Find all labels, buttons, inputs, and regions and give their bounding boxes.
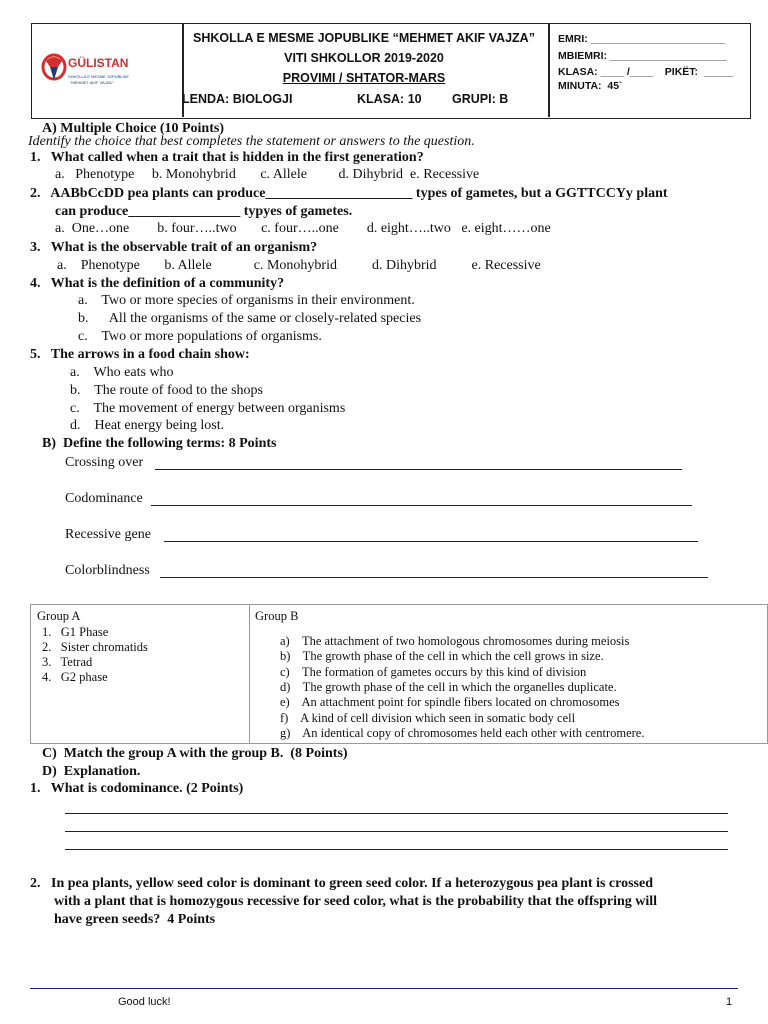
term-label: Codominance	[65, 491, 143, 506]
section-a-instruction: Identify the choice that best completes the statement or answers to the question.	[28, 134, 475, 149]
question-5-option-c: c. The movement of energy between organisms	[70, 401, 346, 416]
term-answer-line[interactable]	[160, 576, 708, 578]
explanation-question-2-line3: have green seeds? 4 Points	[54, 912, 216, 927]
group-b-item: d) The growth phase of the cell in which the organelles duplicate.	[280, 680, 617, 694]
term-label: Crossing over	[65, 455, 144, 470]
question-5: 5. The arrows in a food chain show:	[30, 347, 250, 362]
footer-rule	[30, 988, 738, 989]
school-year: VITI SHKOLLOR 2019-2020	[284, 51, 444, 65]
section-d-title: D) Explanation.	[42, 764, 141, 779]
group-b-item: c) The formation of gametes occurs by this kind of division	[280, 665, 587, 679]
explanation-question-1: 1. What is codominance. (2 Points)	[30, 781, 244, 796]
question-1: 1. What called when a trait that is hidden in the first generation?	[30, 150, 424, 165]
question-1-options: a. Phenotype b. Monohybrid c. Allele d. Dihybrid e. Recessive	[55, 167, 480, 182]
group-b-item: g) An identical copy of chromosomes held each other with centromere.	[280, 726, 645, 740]
question-3: 3. What is the observable trait of an organism?	[30, 240, 318, 255]
term-label: Colorblindness	[65, 563, 150, 578]
svg-text:GÜLISTAN: GÜLISTAN	[68, 56, 129, 70]
svg-text:"MEHMET AKIF VAJZA": "MEHMET AKIF VAJZA"	[70, 80, 114, 85]
question-4-option-b: b. All the organisms of the same or closely-related species	[78, 311, 422, 326]
class-label: KLASA: 10	[357, 92, 422, 106]
group-a-item: 3. Tetrad	[42, 655, 93, 669]
question-2-options: a. One…one b. four…..two c. four…..one d. eight…..two e. eight……one	[55, 221, 551, 236]
question-3-options: a. Phenotype b. Allele c. Monohybrid d. Dihybrid e. Recessive	[57, 258, 541, 273]
school-logo	[40, 47, 129, 99]
group-a-item: 1. G1 Phase	[42, 625, 109, 639]
explanation-question-2-line2: with a plant that is homozygous recessive for seed color, what is the probability that the offspring will	[54, 894, 658, 909]
group-a-item: 4. G2 phase	[42, 670, 108, 684]
term-answer-line[interactable]	[151, 504, 692, 506]
svg-text:SHKOLLA E MESME JOPUBLIKE: SHKOLLA E MESME JOPUBLIKE	[68, 74, 129, 79]
question-2-line1: 2. AABbCcDD pea plants can produce_____________________ types of gametes, but a GGTTCCYy plant	[30, 186, 668, 201]
explanation-question-2-line1: 2. In pea plants, yellow seed color is dominant to green seed color. If a heterozygous pea plant is crossed	[30, 876, 654, 891]
footer-text: Good luck!	[118, 996, 171, 1008]
term-answer-line[interactable]	[155, 468, 682, 470]
group-a-title: Group A	[37, 609, 81, 623]
group-a-item: 2. Sister chromatids	[42, 640, 148, 654]
group-b-item: a) The attachment of two homologous chromosomes during meiosis	[280, 634, 630, 648]
section-a-title: A) Multiple Choice (10 Points)	[42, 121, 224, 136]
name-field[interactable]: EMRI: _______________________	[558, 33, 725, 45]
question-5-option-b: b. The route of food to the shops	[70, 383, 263, 398]
term-answer-line[interactable]	[164, 540, 698, 542]
minutes-label: MINUTA: 45`	[558, 80, 623, 92]
school-name: SHKOLLA E MESME JOPUBLIKE “MEHMET AKIF VAJZA”	[193, 31, 535, 45]
header-divider	[548, 24, 550, 117]
subject-label: LENDA: BIOLOGJI	[182, 92, 293, 106]
class-score-field[interactable]: KLASA: ____ /____ PIKËT: _____	[558, 66, 734, 78]
question-5-option-a: a. Who eats who	[70, 365, 174, 380]
surname-field[interactable]: MBIEMRI: ____________________	[558, 50, 727, 62]
answer-line[interactable]	[65, 848, 728, 850]
exam-title: PROVIMI / SHTATOR-MARS	[282, 71, 446, 85]
question-4-option-a: a. Two or more species of organisms in their environment.	[78, 293, 415, 308]
answer-line[interactable]	[65, 812, 728, 814]
group-b-item: b) The growth phase of the cell in which the cell grows in size.	[280, 649, 604, 663]
section-c-title: C) Match the group A with the group B. (8 Points)	[42, 746, 348, 761]
section-b-title: B) Define the following terms: 8 Points	[42, 436, 277, 451]
question-4: 4. What is the definition of a community?	[30, 276, 285, 291]
page-number: 1	[726, 996, 733, 1008]
group-b-item: e) An attachment point for spindle fibers located on chromosomes	[280, 695, 620, 709]
group-label: GRUPI: B	[452, 92, 509, 106]
question-5-option-d: d. Heat energy being lost.	[70, 418, 225, 433]
term-label: Recessive gene	[65, 527, 151, 542]
group-b-title: Group B	[255, 609, 299, 623]
question-4-option-c: c. Two or more populations of organisms.	[78, 329, 322, 344]
question-2-line2: can produce________________ typyes of gametes.	[55, 204, 353, 219]
table-divider	[249, 605, 250, 743]
answer-line[interactable]	[65, 830, 728, 832]
group-b-item: f) A kind of cell division which seen in somatic body cell	[280, 711, 576, 725]
